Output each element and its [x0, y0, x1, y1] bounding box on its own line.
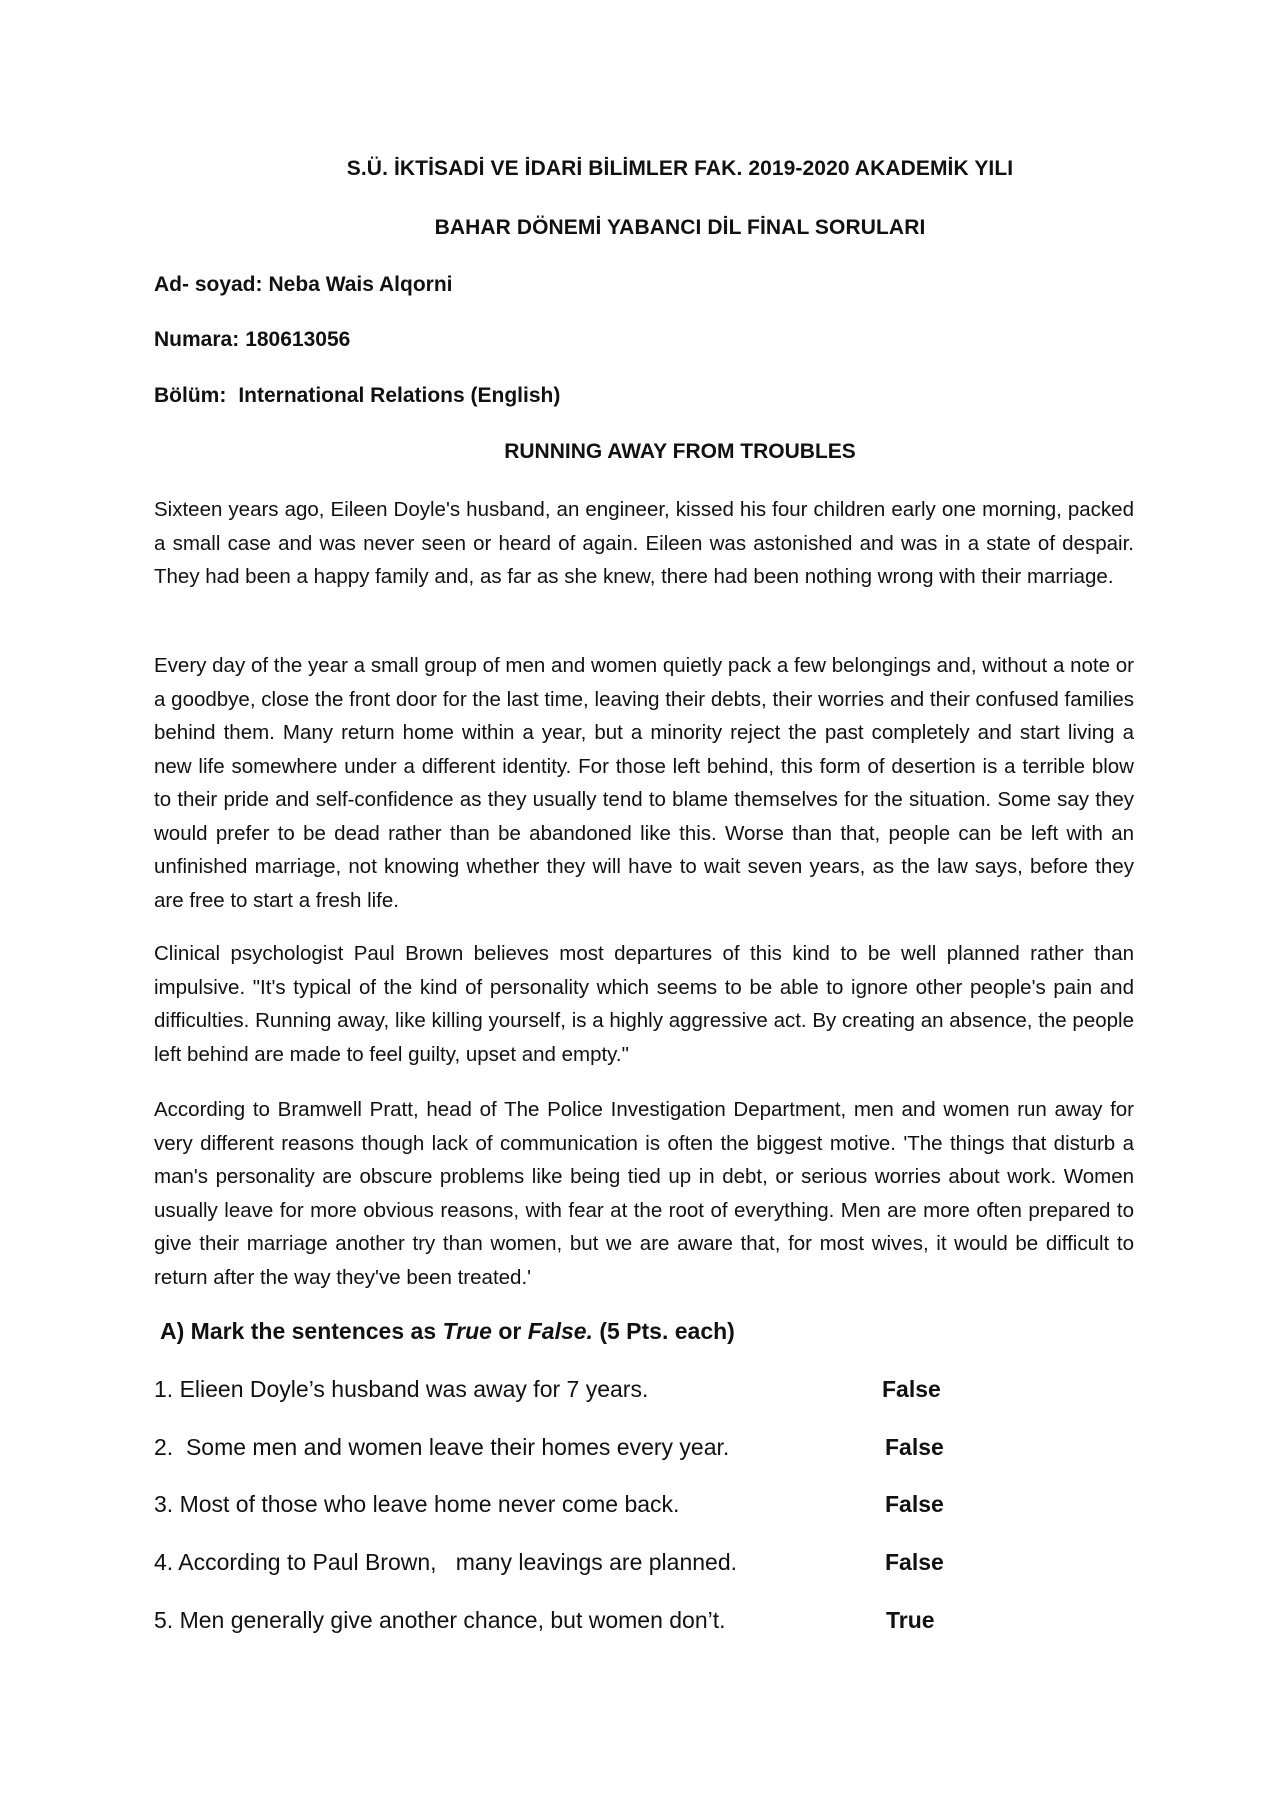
- section-a-heading-prefix: A) Mark the sentences as: [160, 1318, 443, 1344]
- student-number-value: 180613056: [245, 328, 351, 351]
- section-a-heading-false: False.: [527, 1318, 593, 1344]
- question-row: [154, 1434, 1134, 1468]
- question-row: [154, 1607, 1134, 1641]
- reading-paragraph-2: Every day of the year a small group of men and women quietly pack a few belongings and, without a note or a goodbye, close the front door for the last time, leaving their debts, their worries and their confused families behind them. Many return home within a year, but a minority reject the past completely and start living a new life somewhere under a different identity. For those left behind, this form of desertion is a terrible blow to their pride and self-confidence as they usually tend to blame themselves for the situation. Some say they would prefer to be dead rather than be abandoned like this. Worse than that, people can be left with an unfinished marriage, not knowing whether they will have to wait seven years, as the law says, before they are free to start a fresh life.: [154, 654, 1134, 912]
- question-text: 5. Men generally give another chance, but women don’t.: [154, 1607, 726, 1633]
- student-department: [154, 384, 560, 408]
- student-name-value: Neba Wais Alqorni: [268, 273, 453, 296]
- student-name-label: Ad- soyad:: [154, 273, 263, 296]
- question-row: [154, 1376, 1134, 1410]
- question-answer: False: [882, 1376, 941, 1402]
- reading-title: RUNNING AWAY FROM TROUBLES: [504, 440, 856, 463]
- reading-paragraph-4: According to Bramwell Pratt, head of The Police Investigation Department, men and women run away for very different reasons though lack of communication is often the biggest motive. 'The things that disturb a man's personality are obscure problems like being tied up in debt, or serious worries about work. Women usually leave for more obvious reasons, with fear at the root of everything. Men are more often prepared to give their marriage another try than women, but we are aware that, for most wives, it would be difficult to return after the way they've been treated.': [154, 1098, 1134, 1289]
- reading-paragraph-3: Clinical psychologist Paul Brown believes most departures of this kind to be well planned rather than impulsive. "It's typical of the kind of personality which seems to be able to ignore other people's pain and difficulties. Running away, like killing yourself, is a highly aggressive act. By creating an absence, the people left behind are made to feel guilty, upset and empty.": [154, 942, 1134, 1066]
- section-a-heading-or: or: [491, 1318, 528, 1344]
- header-title-line1: S.Ü. İKTİSADİ VE İDARİ BİLİMLER FAK. 2019-2020 AKADEMİK YILI: [346, 157, 1014, 180]
- section-a-heading-suffix: (5 Pts. each): [592, 1318, 735, 1344]
- header-title-line2: BAHAR DÖNEMİ YABANCI DİL FİNAL SORULARI: [434, 216, 926, 239]
- question-row: [154, 1549, 1134, 1583]
- question-text: 2. Some men and women leave their homes every year.: [154, 1434, 730, 1460]
- student-department-label: Bölüm:: [154, 384, 227, 407]
- question-answer: False: [885, 1491, 944, 1517]
- question-answer: True: [886, 1607, 935, 1633]
- question-answer: False: [885, 1434, 944, 1460]
- question-text: 4. According to Paul Brown, many leavings are planned.: [154, 1549, 738, 1575]
- question-row: [154, 1491, 1134, 1525]
- student-department-value: International Relations (English): [238, 384, 561, 407]
- student-number: [154, 328, 350, 352]
- question-text: 3. Most of those who leave home never come back.: [154, 1491, 680, 1517]
- question-answer: False: [885, 1549, 944, 1575]
- reading-paragraph-1: Sixteen years ago, Eileen Doyle's husband, an engineer, kissed his four children early one morning, packed a small case and was never seen or heard of again. Eileen was astonished and was in a state of despair. They had been a happy family and, as far as she knew, there had been nothing wrong with their marriage.: [154, 498, 1134, 588]
- section-a-heading: [160, 1318, 735, 1345]
- student-name: [154, 273, 452, 297]
- section-a-heading-true: True: [442, 1318, 492, 1344]
- question-text: 1. Elieen Doyle’s husband was away for 7 years.: [154, 1376, 649, 1402]
- student-number-label: Numara:: [154, 328, 240, 351]
